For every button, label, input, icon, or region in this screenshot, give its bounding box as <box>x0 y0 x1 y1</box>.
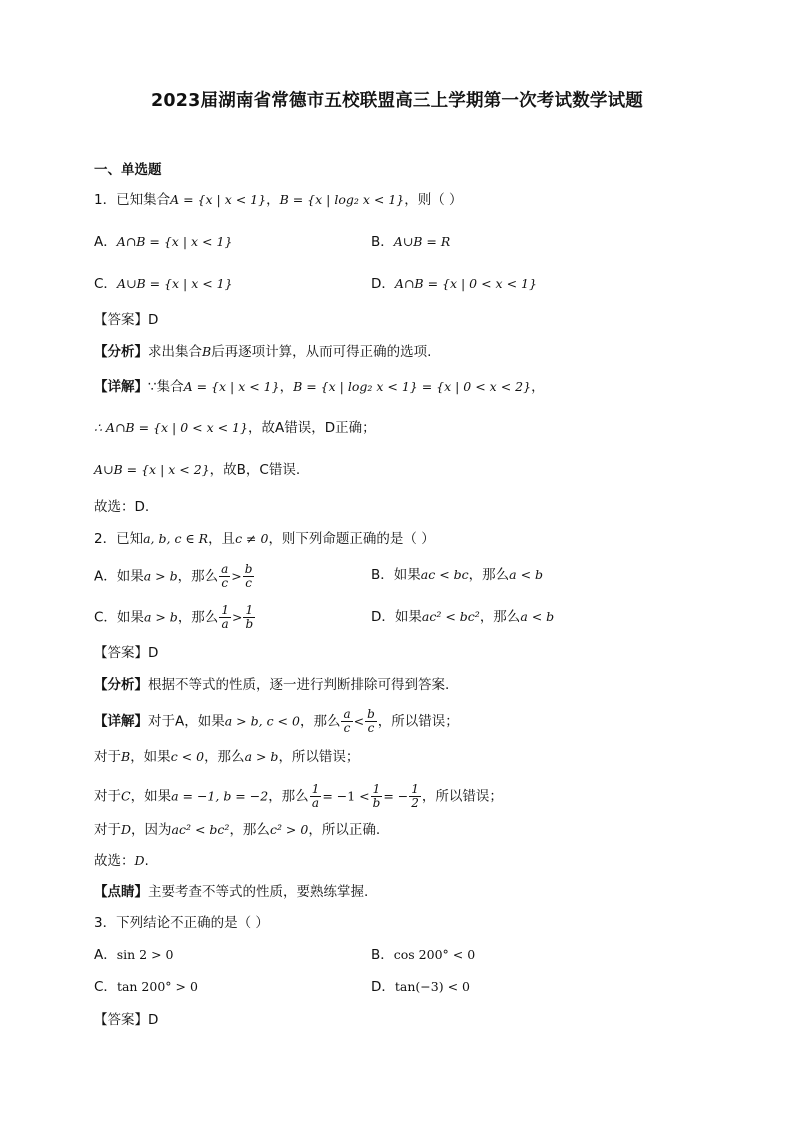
fraction: $\frac{b}{c}$ <box>244 562 253 590</box>
q2-detail-line-1: 【详解】对于A，如果a > b, c < 0，那么 $\frac{a}{c}$ < $\frac{b}{c}$ ，所以错误； <box>94 707 459 735</box>
q2-comment: 【点睛】主要考查不等式的性质，要熟练掌握. <box>94 884 369 900</box>
q3-option-c: C．tan 200° > 0 <box>94 979 198 995</box>
q1-option-d: D．A∩B = {x | 0 < x < 1} <box>371 276 537 292</box>
fraction: $\frac{b}{c}$ <box>367 707 375 735</box>
q1-detail-line-2: ∴ A∩B = {x | 0 < x < 1}，故A错误，D正确； <box>94 420 376 436</box>
q1-option-a: A．A∩B = {x | x < 1} <box>94 234 233 250</box>
q2-analysis: 【分析】根据不等式的性质，逐一进行判断排除可得到答案. <box>94 677 450 693</box>
q2-option-a: A．如果a > b，那么 $\frac{a}{c}$ > $\frac{b}{c}$ <box>94 562 253 590</box>
q2-detail-line-4: 对于D，因为ac² < bc²，那么c² > 0，所以正确. <box>94 822 381 838</box>
q3-option-a: A．sin 2 > 0 <box>94 947 174 963</box>
fraction: $\frac{1}{2}$ <box>411 782 419 810</box>
q1-detail-line-1: 【详解】∵集合A = {x | x < 1}，B = {x | log₂ x < 1} = {x | 0 < x < 2}， <box>94 379 545 395</box>
fraction: $\frac{a}{c}$ <box>343 707 351 735</box>
q1-option-b: B．A∪B = R <box>371 234 451 250</box>
q3-option-d: D．tan(−3) < 0 <box>371 979 470 995</box>
q1-answer: 【答案】D <box>94 312 159 328</box>
question-1-stem: 1．已知集合A = {x | x < 1}，B = {x | log₂ x < 1}，则（ ） <box>94 192 463 208</box>
q1-option-c: C．A∪B = {x | x < 1} <box>94 276 233 292</box>
q1-conclusion: 故选：D. <box>94 499 150 515</box>
q1-detail-line-3: A∪B = {x | x < 2}，故B，C错误. <box>94 462 301 478</box>
q2-option-b: B．如果ac < bc，那么a < b <box>371 567 544 583</box>
q2-option-d: D．如果ac² < bc²，那么a < b <box>371 609 555 625</box>
q2-detail-line-3: 对于C，如果a = −1, b = −2，那么 $\frac{1}{a}$ = −1 < $\frac{1}{b}$ = − $\frac{1}{2}$ ，所以错误； <box>94 782 503 810</box>
document-title: 2023届湖南省常德市五校联盟高三上学期第一次考试数学试题 <box>150 91 643 111</box>
fraction: $\frac{1}{b}$ <box>372 782 381 810</box>
q3-option-b: B．cos 200° < 0 <box>371 947 476 963</box>
q2-detail-line-2: 对于B，如果c < 0，那么a > b，所以错误； <box>94 749 360 765</box>
q2-answer: 【答案】D <box>94 645 159 661</box>
section-heading: 一、单选题 <box>94 162 162 178</box>
q1-analysis: 【分析】求出集合B后再逐项计算，从而可得正确的选项. <box>94 344 432 360</box>
fraction: $\frac{1}{b}$ <box>245 603 254 631</box>
q2-option-c: C．如果a > b，那么 $\frac{1}{a}$ > $\frac{1}{b}$ <box>94 603 254 631</box>
question-2-stem: 2．已知a, b, c ∈ R，且c ≠ 0，则下列命题正确的是（ ） <box>94 531 435 547</box>
q3-answer: 【答案】D <box>94 1012 159 1028</box>
question-3-stem: 3．下列结论不正确的是（ ） <box>94 915 269 931</box>
fraction: $\frac{1}{a}$ <box>221 603 229 631</box>
q2-conclusion: 故选：D. <box>94 853 149 869</box>
fraction: $\frac{1}{a}$ <box>311 782 320 810</box>
fraction: $\frac{a}{c}$ <box>221 562 229 590</box>
